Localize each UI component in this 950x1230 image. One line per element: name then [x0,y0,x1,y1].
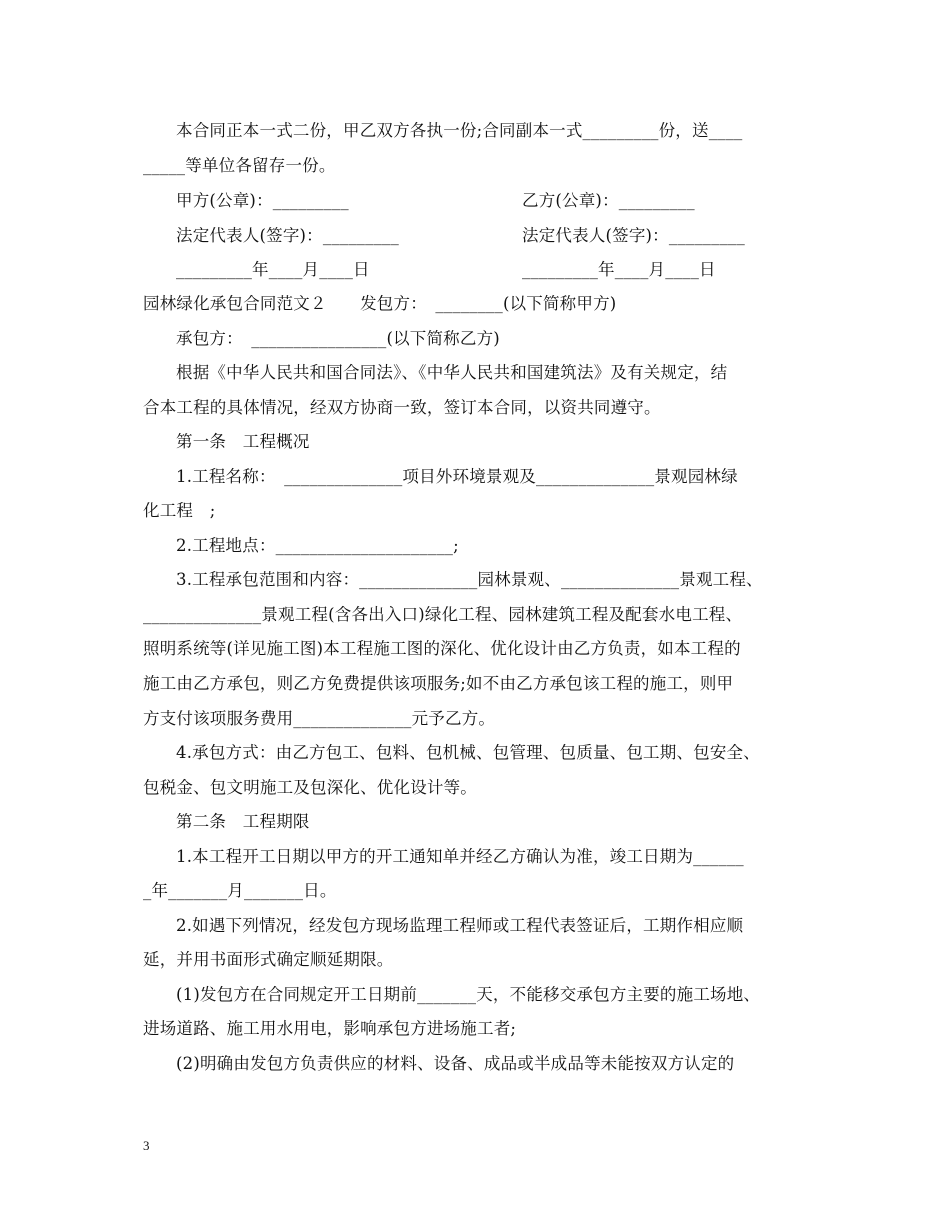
text-line: 合本工程的具体情况，经双方协商一致，签订本合同，以资共同遵守。 [143,398,661,417]
text-line: 2.如遇下列情况，经发包方现场监理工程师或工程代表签证后，工期作相应顺 [176,916,744,935]
party-b-date-line: _________年____月____日 [522,260,716,279]
text-line: 包税金、包文明施工及包深化、优化设计等。 [143,778,477,797]
text-line: 1.工程名称： ______________项目外环境景观及______________景观园林绿 [176,467,738,486]
party-a-seal-line: 甲方(公章)：_________ [176,191,349,210]
text-line: _年_______月_______日。 [143,881,337,900]
section-heading: 园林绿化承包合同范文２ 发包方： ________(以下简称甲方) [143,294,617,313]
text-line: 本合同正本一式二份，甲乙双方各执一份;合同副本一式_________份，送____ [176,121,743,140]
text-line: 照明系统等(详见施工图)本工程施工图的深化、优化设计由乙方负责，如本工程的 [143,639,741,658]
article-heading: 第一条 工程概况 [176,432,310,451]
text-line: _____等单位各留存一份。 [143,156,336,175]
text-line: 方支付该项服务费用______________元予乙方。 [143,709,496,728]
party-b-rep-line: 法定代表人(签字)：_________ [522,226,745,245]
text-line: 3.工程承包范围和内容：______________园林景观、______________景观工程、 [176,570,763,589]
text-line: (1)发包方在合同规定开工日期前_______天，不能移交承包方主要的施工场地、 [176,985,761,1004]
text-line: 根据《中华人民共和国合同法》、《中华人民共和国建筑法》及有关规定，结 [176,363,728,382]
article-heading: 第二条 工程期限 [176,812,310,831]
text-line: ______________景观工程(含各出入口)绿化工程、园林建筑工程及配套水电工程、 [143,605,743,624]
text-line: 化工程 ; [143,501,216,520]
party-b-seal-line: 乙方(公章)：_________ [522,191,695,210]
party-a-date-line: _________年____月____日 [176,260,370,279]
page-number: 3 [143,1138,150,1153]
text-line: 承包方： ________________(以下简称乙方) [176,329,500,348]
text-line: 2.工程地点：_____________________; [176,536,459,555]
text-line: 施工由乙方承包，则乙方免费提供该项服务;如不由乙方承包该工程的施工，则甲 [143,674,734,693]
party-a-rep-line: 法定代表人(签字)：_________ [176,226,399,245]
text-line: 进场道路、施工用水用电，影响承包方进场施工者; [143,1019,517,1038]
text-line: 延，并用书面形式确定顺延期限。 [143,950,394,969]
text-line: (2)明确由发包方负责供应的材料、设备、成品或半成品等未能按双方认定的 [176,1054,735,1073]
text-line: 1.本工程开工日期以甲方的开工通知单并经乙方确认为准，竣工日期为______ [176,847,744,866]
text-line: 4.承包方式：由乙方包工、包料、包机械、包管理、包质量、包工期、包安全、 [176,743,760,762]
